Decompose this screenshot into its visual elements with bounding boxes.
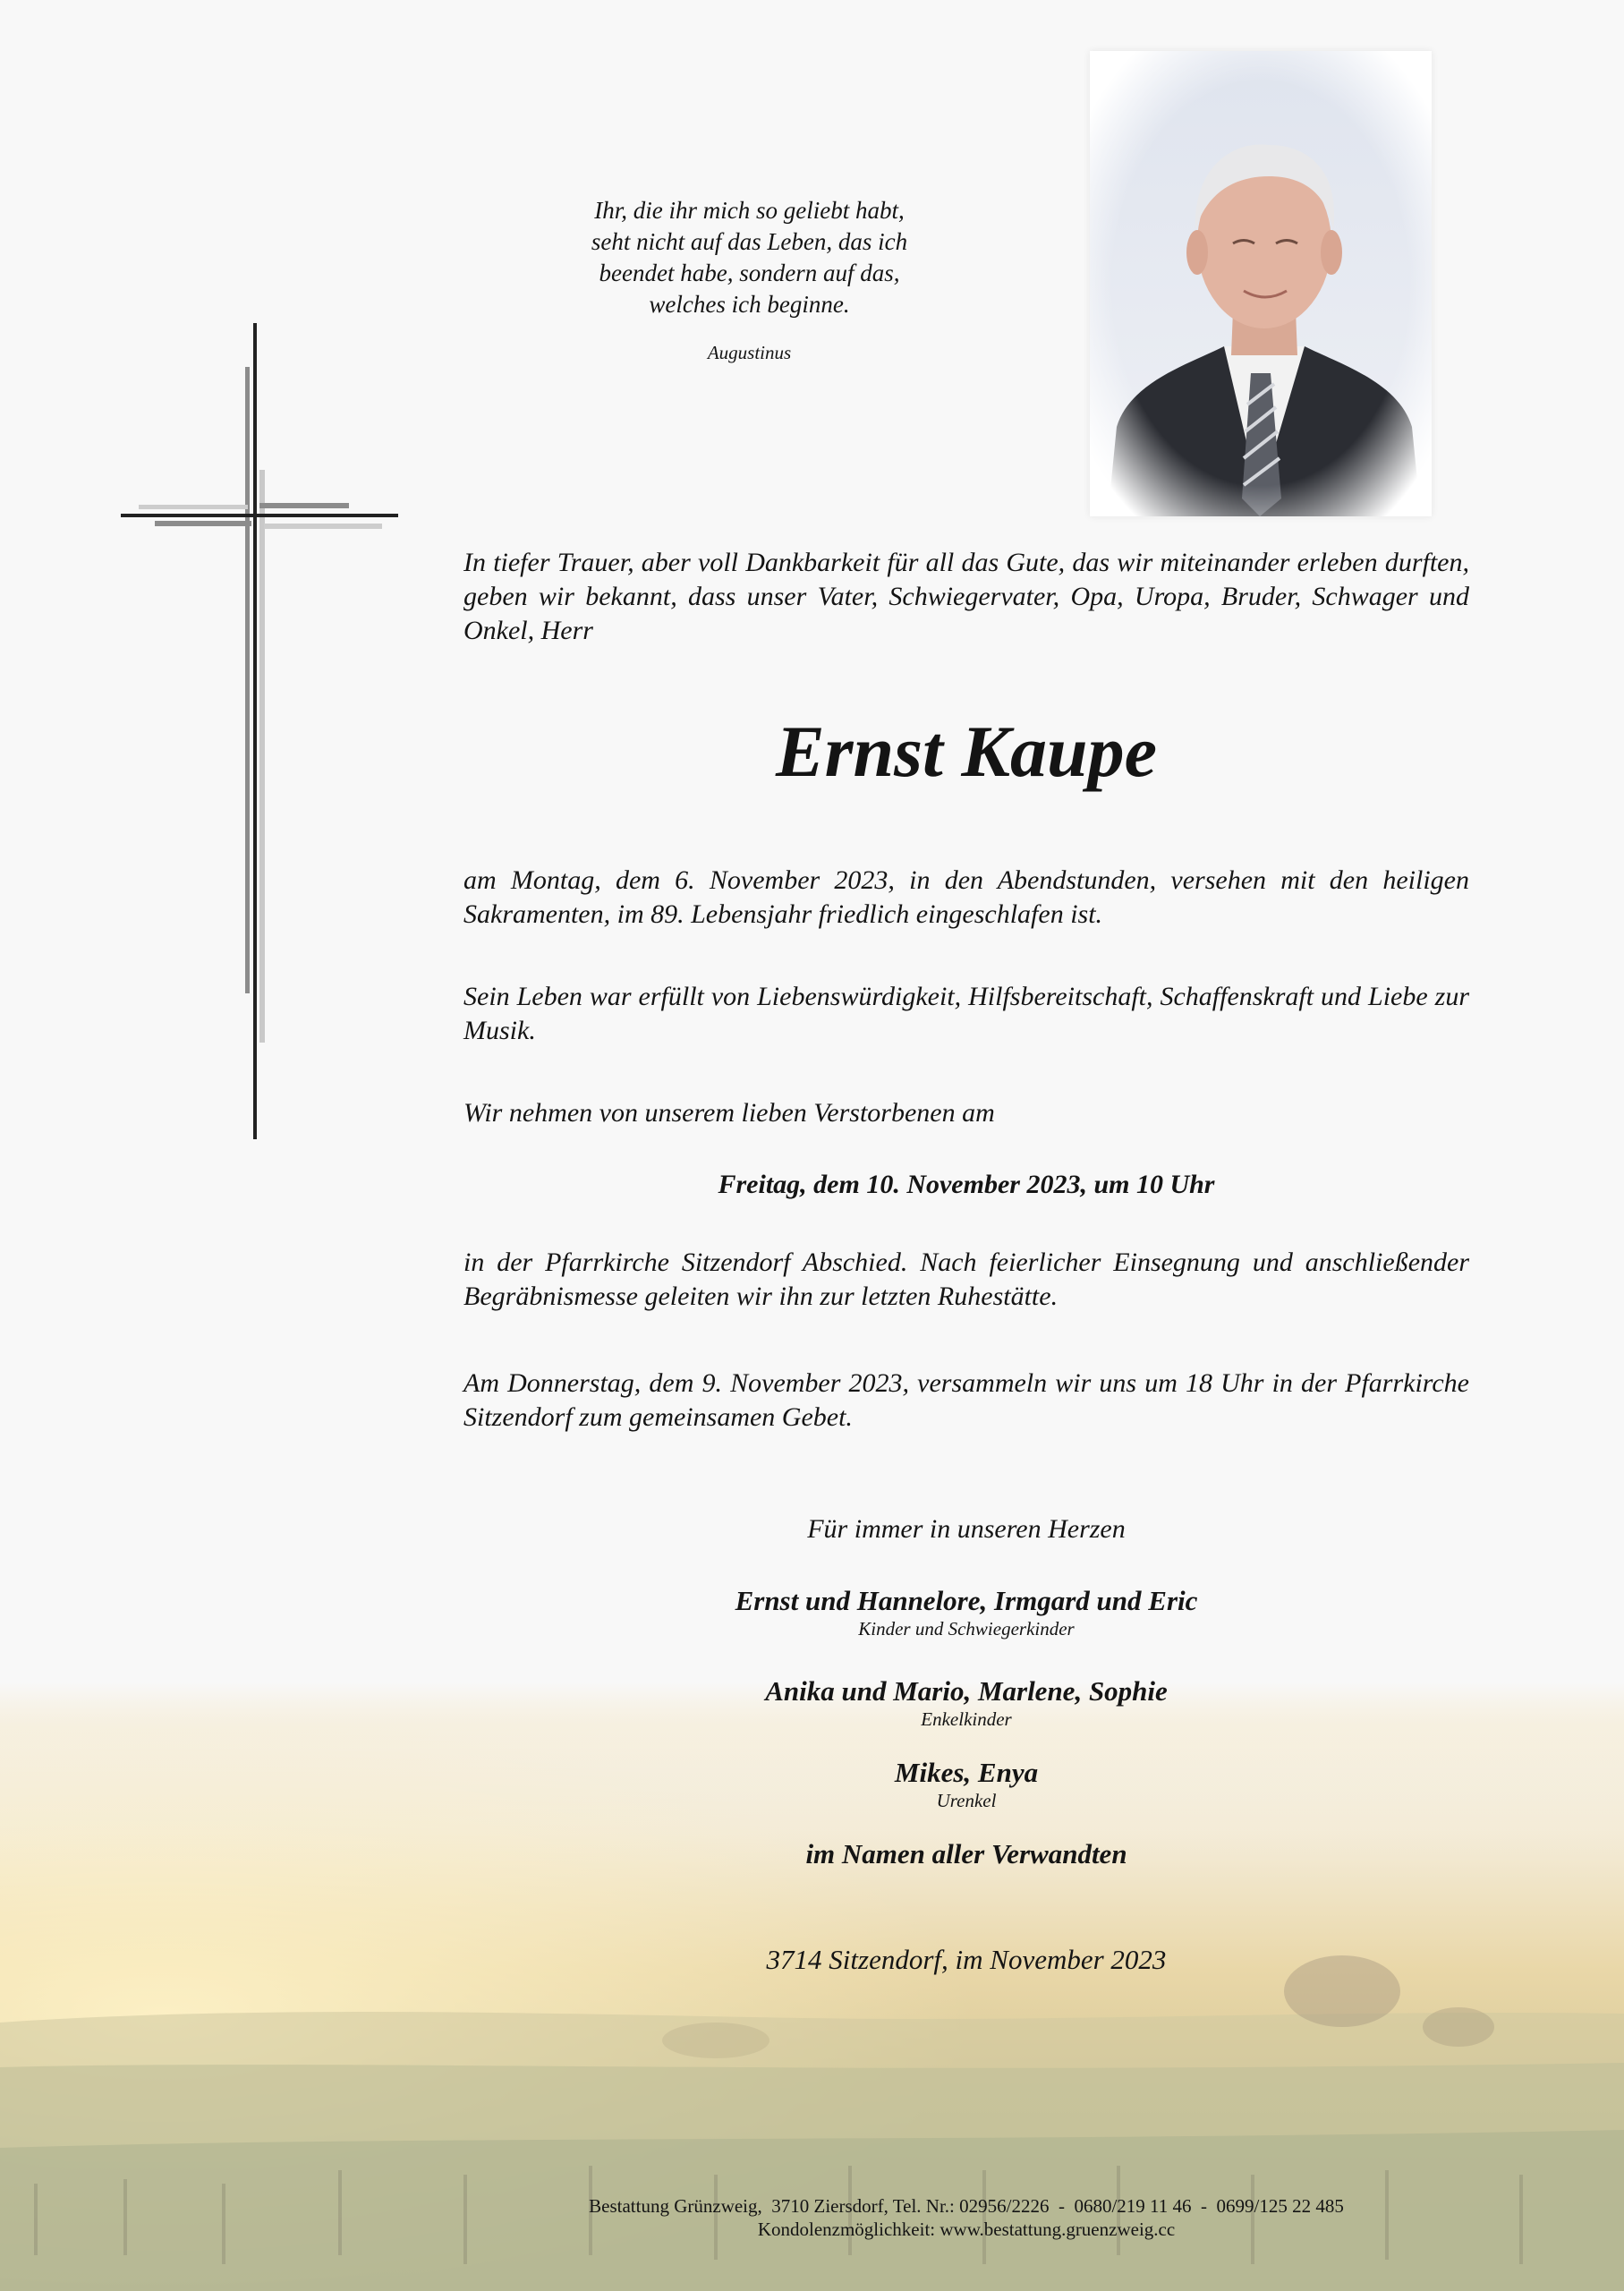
quote	[537, 195, 962, 320]
mourner-names: Anika und Mario, Marlene, Sophie	[765, 1675, 1168, 1707]
footer	[463, 2194, 1469, 2241]
mourner-group	[463, 1584, 1469, 1639]
quote-line: welches ich beginne.	[649, 291, 850, 318]
mourner-role: Urenkel	[936, 1790, 997, 1811]
intro-text: In tiefer Trauer, aber voll Dankbarkeit für all das Gute, das wir miteinander erleben durften, geben wir bekannt, dass unser Vater, Schwiegervater, Opa, Uropa, Bruder, Schwager und Onkel, Herr	[463, 548, 1469, 645]
quote-author: Augustinus	[707, 342, 792, 363]
portrait-photo	[1090, 51, 1432, 516]
mourner-group	[463, 1756, 1469, 1811]
mourner-role: Enkelkinder	[921, 1708, 1012, 1730]
relatives-text: im Namen aller Verwandten	[805, 1838, 1127, 1869]
mourner-role: Kinder und Schwiegerkinder	[858, 1618, 1075, 1639]
mourner-names: Mikes, Enya	[894, 1757, 1039, 1788]
prayer-text: Am Donnerstag, dem 9. November 2023, versammeln wir uns um 18 Uhr in der Pfarrkirche Sitzendorf zum gemeinsamen Gebet.	[463, 1368, 1469, 1432]
death-text: am Montag, dem 6. November 2023, in den Abendstunden, versehen mit den heiligen Sakramenten, im 89. Lebensjahr friedlich eingeschlafen ist.	[463, 865, 1469, 929]
deceased-name: Ernst Kaupe	[775, 711, 1158, 792]
footer-contact: Bestattung Grünzweig, 3710 Ziersdorf, Tel. Nr.: 02956/2226 - 0680/219 11 46 - 0699/125 22 485	[589, 2195, 1344, 2217]
quote-line: beendet habe, sondern auf das,	[599, 260, 900, 286]
cross-icon	[116, 318, 403, 1146]
quote-line: seht nicht auf das Leben, das ich	[591, 228, 908, 255]
church-text: in der Pfarrkirche Sitzendorf Abschied. Nach feierlicher Einsegnung und anschließender Begräbnismesse geleiten wir ihn zur letzten Ruhestätte.	[463, 1248, 1469, 1311]
footer-condolence: Kondolenzmöglichkeit: www.bestattung.gruenzweig.cc	[757, 2219, 1176, 2240]
mourner-group	[463, 1674, 1469, 1730]
funeral-date: Freitag, dem 10. November 2023, um 10 Uhr	[718, 1170, 1215, 1199]
closing-text: Für immer in unseren Herzen	[807, 1514, 1126, 1544]
life-text: Sein Leben war erfüllt von Liebenswürdigkeit, Hilfsbereitschaft, Schaffenskraft und Liebe zur Musik.	[463, 982, 1469, 1045]
farewell-intro: Wir nehmen von unserem lieben Verstorbenen am	[463, 1098, 995, 1128]
quote-line: Ihr, die ihr mich so geliebt habt,	[594, 197, 905, 224]
mourner-names: Ernst und Hannelore, Irmgard und Eric	[735, 1585, 1198, 1616]
place-date: 3714 Sitzendorf, im November 2023	[766, 1944, 1167, 1975]
